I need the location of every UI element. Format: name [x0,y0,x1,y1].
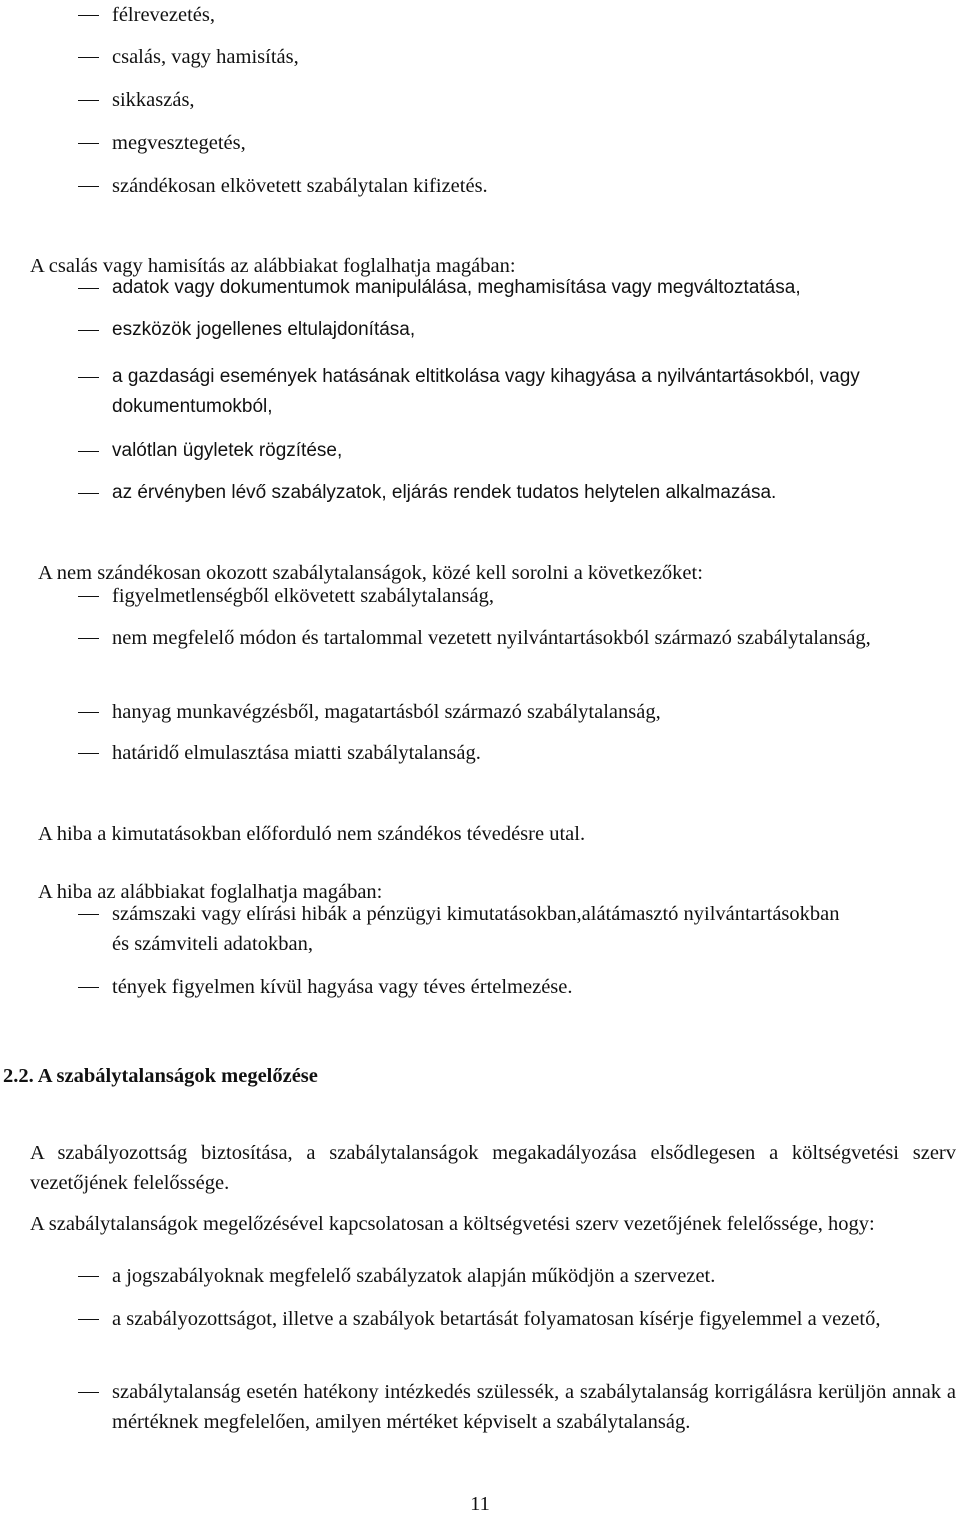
dash-bullet [78,1392,99,1393]
dash-bullet [78,914,99,915]
error-intro-paragraph: A hiba az alábbiakat foglalhatja magában: [38,880,383,903]
list-item [78,697,956,727]
list-item [78,1304,956,1334]
dash-bullet [78,330,99,331]
unintentional-intro-paragraph: A nem szándékosan okozott szabálytalanságok, közé kell sorolni a következőket: [38,561,703,584]
list-item-text: a szabályozottságot, illetve a szabályok betartását folyamatosan kísérje figyelemmel a vezető, [112,1308,881,1330]
dash-bullet [78,100,99,101]
dash-bullet [78,57,99,58]
dash-bullet [78,1276,99,1277]
list-item [78,478,956,508]
list-item [78,128,956,158]
list-item [78,972,956,1002]
list-item-text: csalás, vagy hamisítás, [112,46,299,68]
dash-bullet [78,451,99,452]
list-item [78,315,956,345]
list-item-text: valótlan ügyletek rögzítése, [112,440,343,461]
list-item [78,436,956,466]
list-item-text: adatok vagy dokumentumok manipulálása, meghamisítása vagy megváltoztatása, [112,277,801,298]
list-item [78,85,956,115]
section-heading: 2.2. A szabálytalanságok megelőzése [3,1065,318,1087]
list-item [78,362,956,422]
dash-bullet [78,186,99,187]
list-item [78,171,956,201]
list-item-text: a jogszabályoknak megfelelő szabályzatok alapján működjön a szervezet. [112,1265,716,1287]
dash-bullet [78,712,99,713]
dash-bullet [78,288,99,289]
fraud-intro-paragraph: A csalás vagy hamisítás az alábbiakat foglalhatja magában: [30,254,516,277]
list-item-text: a gazdasági események hatásának eltitkolása vagy kihagyása a nyilvántartásokból, vagy dokumentumokból, [112,366,860,417]
list-item [78,738,956,768]
dash-bullet [78,753,99,754]
list-item-text: megvesztegetés, [112,132,246,154]
list-item [78,1377,956,1437]
prevention-paragraph-2: A szabálytalanságok megelőzésével kapcsolatosan a költségvetési szerv vezetőjének felelőssége, hogy: [30,1212,875,1235]
list-item-text: hanyag munkavégzésből, magatartásból származó szabálytalanság, [112,701,661,723]
list-item-text: az érvényben lévő szabályzatok, eljárás rendek tudatos helytelen alkalmazása. [112,482,777,503]
list-item [78,581,956,611]
list-item-text: tények figyelmen kívül hagyása vagy téves értelmezése. [112,976,573,998]
dash-bullet [78,143,99,144]
dash-bullet [78,638,99,639]
list-item-text: nem megfelelő módon és tartalommal vezetett nyilvántartásokból származó szabálytalanság, [112,627,871,649]
list-item [78,273,956,303]
page-number: 11 [470,1493,490,1515]
list-item [78,42,956,72]
list-item-text: szándékosan elkövetett szabálytalan kifizetés. [112,175,488,197]
dash-bullet [78,493,99,494]
dash-bullet [78,377,99,378]
dash-bullet [78,596,99,597]
dash-bullet [78,987,99,988]
list-item-text: szabálytalanság esetén hatékony intézkedés szülessék, a szabálytalanság korrigálásra kerüljön annak a mértéknek megfelelően, amilyen mértéket képviselt a szabálytalanság. [112,1381,956,1433]
list-item [78,623,956,653]
list-item-text: sikkaszás, [112,89,195,111]
list-item [78,1261,956,1291]
list-item [78,0,956,30]
error-definition-paragraph: A hiba a kimutatásokban előforduló nem szándékos tévedésre utal. [38,822,586,845]
dash-bullet [78,15,99,16]
list-item-text: félrevezetés, [112,4,215,26]
prevention-paragraph-1: A szabályozottság biztosítása, a szabálytalanságok megakadályozása elsődlegesen a költségvetési szerv vezetőjének felelőssége. [30,1141,956,1194]
list-item-text: számszaki vagy elírási hibák a pénzügyi kimutatásokban,alátámasztó nyilvántartásokban és számviteli adatokban, [112,903,840,955]
list-item-text: figyelmetlenségből elkövetett szabálytalanság, [112,585,494,607]
list-item-text: határidő elmulasztása miatti szabálytalanság. [112,742,481,764]
list-item [78,899,840,959]
dash-bullet [78,1319,99,1320]
list-item-text: eszközök jogellenes eltulajdonítása, [112,319,416,340]
